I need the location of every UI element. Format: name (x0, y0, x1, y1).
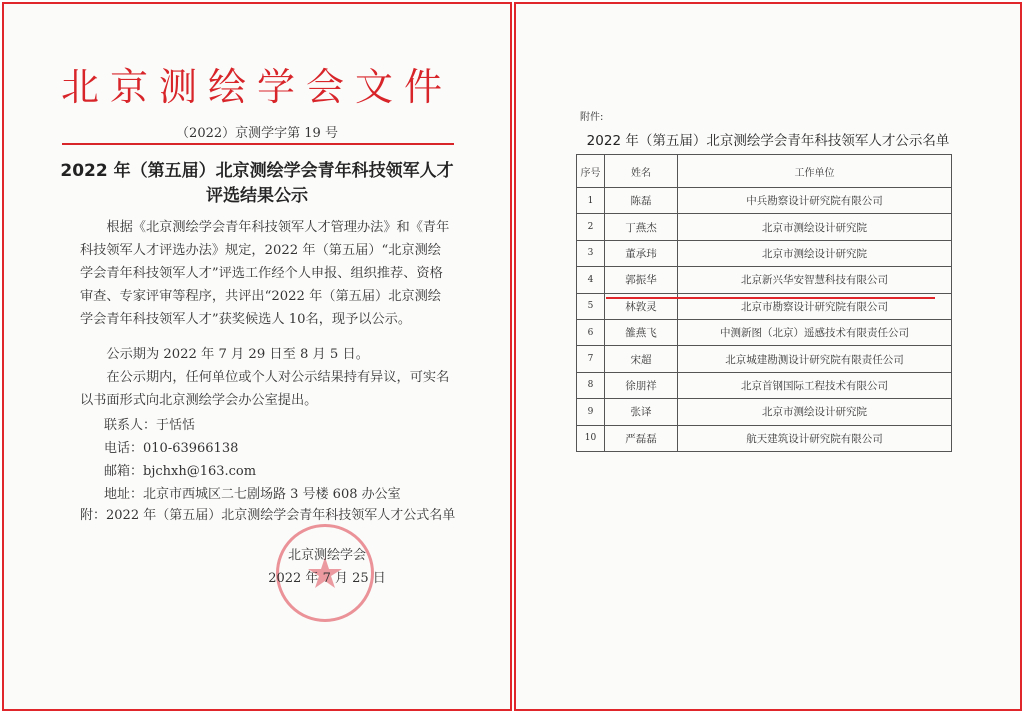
row-name: 徐朋祥 (605, 372, 678, 398)
annex-title: 2022 年（第五届）北京测绘学会青年科技领军人才公示名单 (586, 133, 950, 149)
row-no: 7 (577, 346, 605, 372)
table-row (577, 346, 952, 372)
row-no: 4 (577, 267, 605, 293)
notice-title-line1: 2022 年（第五届）北京测绘学会青年科技领军人才 (60, 161, 454, 181)
row-name: 严磊磊 (605, 425, 678, 451)
body-paragraph-1: 根据《北京测绘学会青年科技领军人才管理办法》和《青年科技领军人才评选办法》规定，2022 年（第五届）“北京测绘学会青年科技领军人才”评选工作经个人申报、组织推荐、资格审查、专家评审等程序，共评出“2022 年（第五届）北京测绘学会青年科技领军人才”获奖候选人 10名，现予以公示。 (80, 220, 450, 327)
table-header-row (577, 155, 952, 188)
row-unit: 中测新图（北京）遥感技术有限责任公司 (678, 319, 952, 345)
attachment-note: 附：2022 年（第五届）北京测绘学会青年科技领军人才公式名单 (80, 508, 456, 523)
notice-page (2, 2, 512, 711)
row-name: 林敦灵 (605, 293, 678, 319)
row-name: 张译 (605, 399, 678, 425)
row-unit: 航天建筑设计研究院有限公司 (678, 425, 952, 451)
row-name: 宋超 (605, 346, 678, 372)
notice-title-line2: 评选结果公示 (206, 186, 308, 206)
row-unit: 北京首钢国际工程技术有限公司 (678, 372, 952, 398)
table-row (577, 319, 952, 345)
row-no: 5 (577, 293, 605, 319)
body-paragraph-3: 在公示期内，任何单位或个人对公示结果持有异议，可实名以书面形式向北京测绘学会办公室提出。 (80, 370, 450, 408)
row-unit: 中兵勘察设计研究院有限公司 (678, 188, 952, 214)
row-name: 郭振华 (605, 267, 678, 293)
contact-phone: 电话：010-63966138 (104, 441, 239, 456)
contact-email: 邮箱：bjchxh@163.com (104, 464, 257, 479)
header-unit: 工作单位 (678, 155, 952, 188)
row-name: 丁燕杰 (605, 214, 678, 240)
header-divider (62, 143, 454, 145)
table-row (577, 188, 952, 214)
candidate-table (576, 154, 952, 452)
highlight-underline (606, 297, 935, 299)
row-name: 雒燕飞 (605, 319, 678, 345)
contact-address: 地址：北京市西城区二七剧场路 3 号楼 608 办公室 (104, 487, 401, 502)
contact-person: 联系人：于恬恬 (104, 418, 196, 433)
table-row (577, 267, 952, 293)
row-no: 9 (577, 399, 605, 425)
header-name: 姓名 (605, 155, 678, 188)
document-header: 北京测绘学会文件 (60, 65, 453, 109)
table-row (577, 240, 952, 266)
row-no: 3 (577, 240, 605, 266)
annex-page (514, 2, 1022, 711)
header-no: 序号 (577, 155, 605, 188)
table-row (577, 399, 952, 425)
table-row (577, 372, 952, 398)
row-no: 8 (577, 372, 605, 398)
body-paragraph-2: 公示期为 2022 年 7 月 29 日至 8 月 5 日。 (106, 347, 369, 362)
row-unit: 北京市测绘设计研究院 (678, 399, 952, 425)
signature-organization: 北京测绘学会 (287, 548, 366, 563)
table-row (577, 214, 952, 240)
row-name: 董承玮 (605, 240, 678, 266)
row-name: 陈磊 (605, 188, 678, 214)
row-no: 2 (577, 214, 605, 240)
row-unit: 北京市测绘设计研究院 (678, 240, 952, 266)
row-no: 1 (577, 188, 605, 214)
annex-label: 附件: (580, 112, 604, 123)
row-no: 6 (577, 319, 605, 345)
row-unit: 北京城建勘测设计研究院有限责任公司 (678, 346, 952, 372)
document-number: （2022）京测学字第 19 号 (176, 126, 338, 141)
row-no: 10 (577, 425, 605, 451)
signature-date: 2022 年 7 月 25 日 (268, 571, 386, 586)
row-unit: 北京市勘察设计研究院有限公司 (678, 293, 952, 319)
row-unit: 北京市测绘设计研究院 (678, 214, 952, 240)
row-unit: 北京新兴华安智慧科技有限公司 (678, 267, 952, 293)
table-row (577, 425, 952, 451)
